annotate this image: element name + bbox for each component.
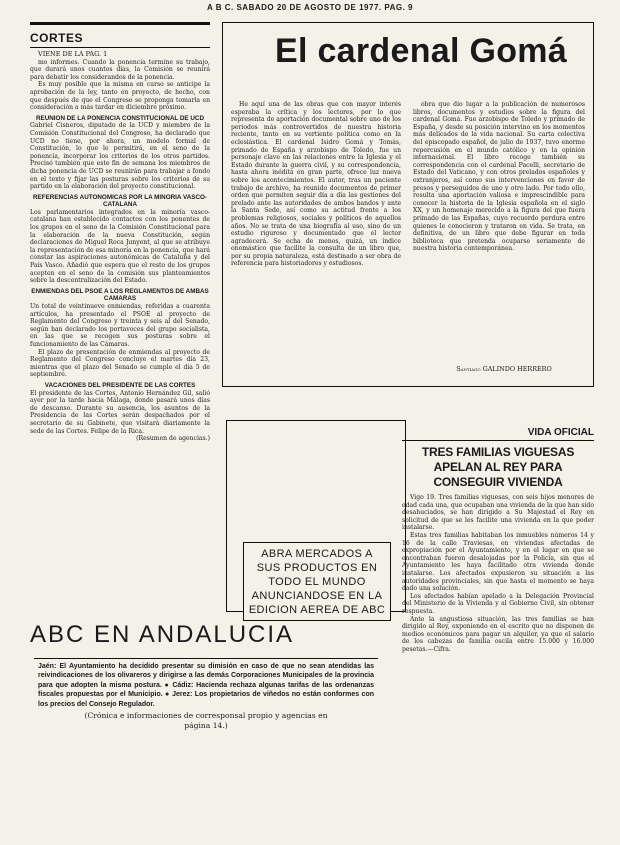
cortes-paragraph: Un total de veintinueve enmiendas, referidas a cuarenta artículos, ha presentado el PSOE al proyecto de Reglamento del Congreso y treinta y seis al del Senado, según han declarado los portavoces del grupo socialista, en las que se recogen sus posturas sobre el funcionamiento de las Cámaras.	[30, 303, 210, 348]
goma-signature: Santiago GALINDO HERRERO	[456, 365, 552, 373]
ad-text: ABRA MERCADOS A SUS PRODUCTOS EN TODO EL MUNDO ANUNCIANDOSE EN LA EDICION AEREA DE ABC	[248, 548, 386, 616]
vida-oficial-heading	[402, 420, 594, 441]
cortes-section-heading	[30, 22, 210, 48]
cortes-paragraph: Los parlamentarios integrados en la minoría vasco-catalana han establecido contactos con los ponentes de los grupos en el seno de la Comisión Constitucional para la elaboración de la nueva Constitución, según declaraciones de Miguel Roca Junyent, al que se atribuye la representación de esa minoría en la ponencia, que hará constar las aspiraciones autonómicas de Cataluña y del País Vasco. Añadió que espera que el resto de los grupos acepten en el seno de la comisión sus planteamientos sobre la descentralización del Estado.	[30, 208, 210, 285]
goma-column-left	[231, 101, 401, 381]
cortes-paragraph: El presidente de las Cortes, Antonio Hernández Gil, salió ayer por la tarde hacia Málaga, donde pasará unos días de descanso. Durante su ausencia, los asuntos de la Presidencia de las Cortes serán despachados por el secretario de su Gabinete, que visitará diariamente la sede de las Cortes. Felipe de la Rica.	[30, 389, 210, 435]
cortes-subheading: REUNION DE LA PONENCIA CONSTITUCIONAL DE UCD	[35, 114, 205, 122]
goma-title: El cardenal Gomá	[275, 32, 568, 70]
vida-paragraph: Vigo 19. Tres familias viguesas, con seis hijos menores de edad cada una, que ocupaban una vivienda de la que han sido desahuciados, se han dirigido a Su Majestad el Rey en solicitud de que se les facilite una vivienda en la que poder instalarse.	[402, 494, 594, 532]
vida-paragraph: Estas tres familias habitaban los inmuebles números 14 y 16 de la calle Traviesas, en viviendas afectadas de expropiación por el Ayuntamiento, y en el lugar en que se encontraban fueron desalojadas por la Policía, sin que el Ayuntamiento les haya facilitado otra vivienda donde instalarse. Los afectados expusieron su situación a las autoridades provinciales, sin que hasta el momento se haya dado una solución.	[402, 531, 594, 593]
cortes-continuation: VIENE DE LA PAG. 1	[38, 50, 108, 58]
goma-article-box	[222, 22, 594, 387]
andalucia-text: Jaén: El Ayuntamiento ha decidido presentar su dimisión en caso de que no sean atendidas las reivindicaciones de los olivareros y dirigirse a las demás Corporaciones Municipales de la provincia para que adopten la misma postura. ● Cádiz: Hacienda rechaza algunas tarifas de las ordenanzas fiscales propuestas por el Municipio. ● Jerez: Los propietarios de viñedos no están conformes con los precios del Consejo Regulador.	[38, 663, 374, 708]
page-header: A B C. SABADO 20 DE AGOSTO DE 1977. PAG. 9	[207, 3, 413, 12]
vida-oficial-label: VIDA OFICIAL	[527, 427, 594, 438]
andalucia-text-box	[34, 658, 378, 731]
andalucia-title: ABC EN ANDALUCIA	[30, 621, 295, 648]
cortes-paragraph: Es muy posible que la misma en curso se anticipe la aprobación de la ley, tanto en proyecto, de hecho, con que después de que el Congreso se proponga tomarla en consideración a más tardar en diciembre próximo.	[30, 81, 210, 112]
cortes-column	[30, 22, 210, 443]
goma-paragraph: He aquí una de las obras que con mayor interés esperaba la crítica y los lectores, por lo que representa de aportación documental sobre uno de los periodos más controvertidos de nuestra historia reciente, tanto en su vertiente política como en la eclesiástica. El cardenal Isidro Gomá y Tomás, primado de España y arzobispo de Toledo, fue un personaje clave en las relaciones entre la Iglesia y el Estado durante la guerra civil, y su correspondencia, hasta ahora inédita en gran parte, ofrece luz nueva sobre los acontecimientos. El autor, tras un paciente trabajo de archivo, ha reunido documentos de primer orden que permiten seguir día a día las gestiones del prelado ante las autoridades de ambos bandos y ante la Santa Sede, así como su actitud frente a los problemas religiosos, sociales y políticos de aquellos años. No se trata de una biografía al uso, sino de un estudio riguroso y documentado que el lector agradecerá. Se echa de menos, quizá, un índice onomástico que facilite la consulta de un libro que, por su propia naturaleza, está destinado a ser obra de referencia para historiadores y estudiosos.	[231, 101, 401, 268]
cortes-paragraph: El plazo de presentación de enmiendas al proyecto de Reglamento del Congreso concluye el martes día 23, mientras que el plazo del Senado se cumple el día 5 de septiembre.	[30, 348, 210, 379]
vida-oficial-column	[402, 420, 594, 685]
andalucia-credit: (Crónica e informaciones de corresponsal propio y agencias en página 14.)	[84, 711, 328, 731]
cortes-section-label: CORTES	[30, 31, 84, 45]
cortes-subheading: REFERENCIAS AUTONOMICAS POR LA MINORIA VASCO-CATALANA	[33, 193, 207, 209]
vida-headline: TRES FAMILIAS VIGUESAS APELAN AL REY PARA CONSEGUIR VIVIENDA	[421, 445, 575, 489]
goma-column-right	[413, 101, 585, 363]
andalucia-block	[30, 620, 390, 765]
cortes-subheading: ENMIENDAS DEL PSOE A LOS REGLAMENTOS DE AMBAS CAMARAS	[31, 287, 209, 303]
cortes-subheading: VACACIONES DEL PRESIDENTE DE LAS CORTES	[44, 381, 196, 389]
vida-paragraph: Ante la angustiosa situación, las tres familias se han dirigido al Rey, exponiendo en el escrito que no disponen de medios económicos para pagar un alquiler, ya que el salario de los cabezas de familia oscila entre 15.000 y 16.000 pesetas.—Cifra.	[402, 615, 594, 653]
vida-paragraph: Los afectados habían apelado a la Delegación Provincial del Ministerio de la Vivienda y al Gobierno Civil, sin obtener respuesta.	[402, 592, 594, 615]
cortes-credit: (Resumen de agencias.)	[136, 435, 210, 443]
cortes-paragraph: mo informes. Cuando la ponencia termine su trabajo, que durará unos cuantos días, la Comisión se reunirá para debatir los considerandos de la ponencia.	[30, 58, 210, 81]
cortes-paragraph: Gabriel Cisneros, diputado de la UCD y miembro de la Comisión Constitucional del Congreso, ha declarado que UCD no tiene, por ahora, un modelo formal de Constitución, lo que le permitirá, en el seno de la ponencia, incorporar los criterios de los otros partidos. Precisó también que este fin de semana los miembros de dicha ponencia de UCD se reunirán para trabajar a fondo en el texto y fijar las posturas sobre los criterios de su partido en la elaboración del proyecto constitucional.	[30, 122, 210, 191]
goma-paragraph: obra que dio lugar a la publicación de numerosos libros, documentos y estudios sobre la figura del cardenal Gomá. Fue arzobispo de Toledo y primado de España, y desde su posición intervino en los momentos más delicados de la vida nacional. Su carta colectiva del episcopado español, de julio de 1937, tuvo enorme repercusión en el mundo católico y en la opinión internacional. El libro recoge también su correspondencia con el cardenal Pacelli, secretario de Estado del Vaticano, y con otros prelados españoles y extranjeros, así como sus intervenciones en favor de presos y perseguidos de uno y otro lado. Por todo ello, resulta una aportación valiosa e imprescindible para conocer la historia de la Iglesia española en el siglo XX, y un homenaje merecido a la figura del que fuera primado de las Españas, cuyo recuerdo perdura entre quienes le conocieron y trataron en vida. Se trata, en definitiva, de un libro que debe figurar en toda biblioteca que pretenda ocuparse seriamente de nuestra historia contemporánea.	[413, 101, 585, 253]
